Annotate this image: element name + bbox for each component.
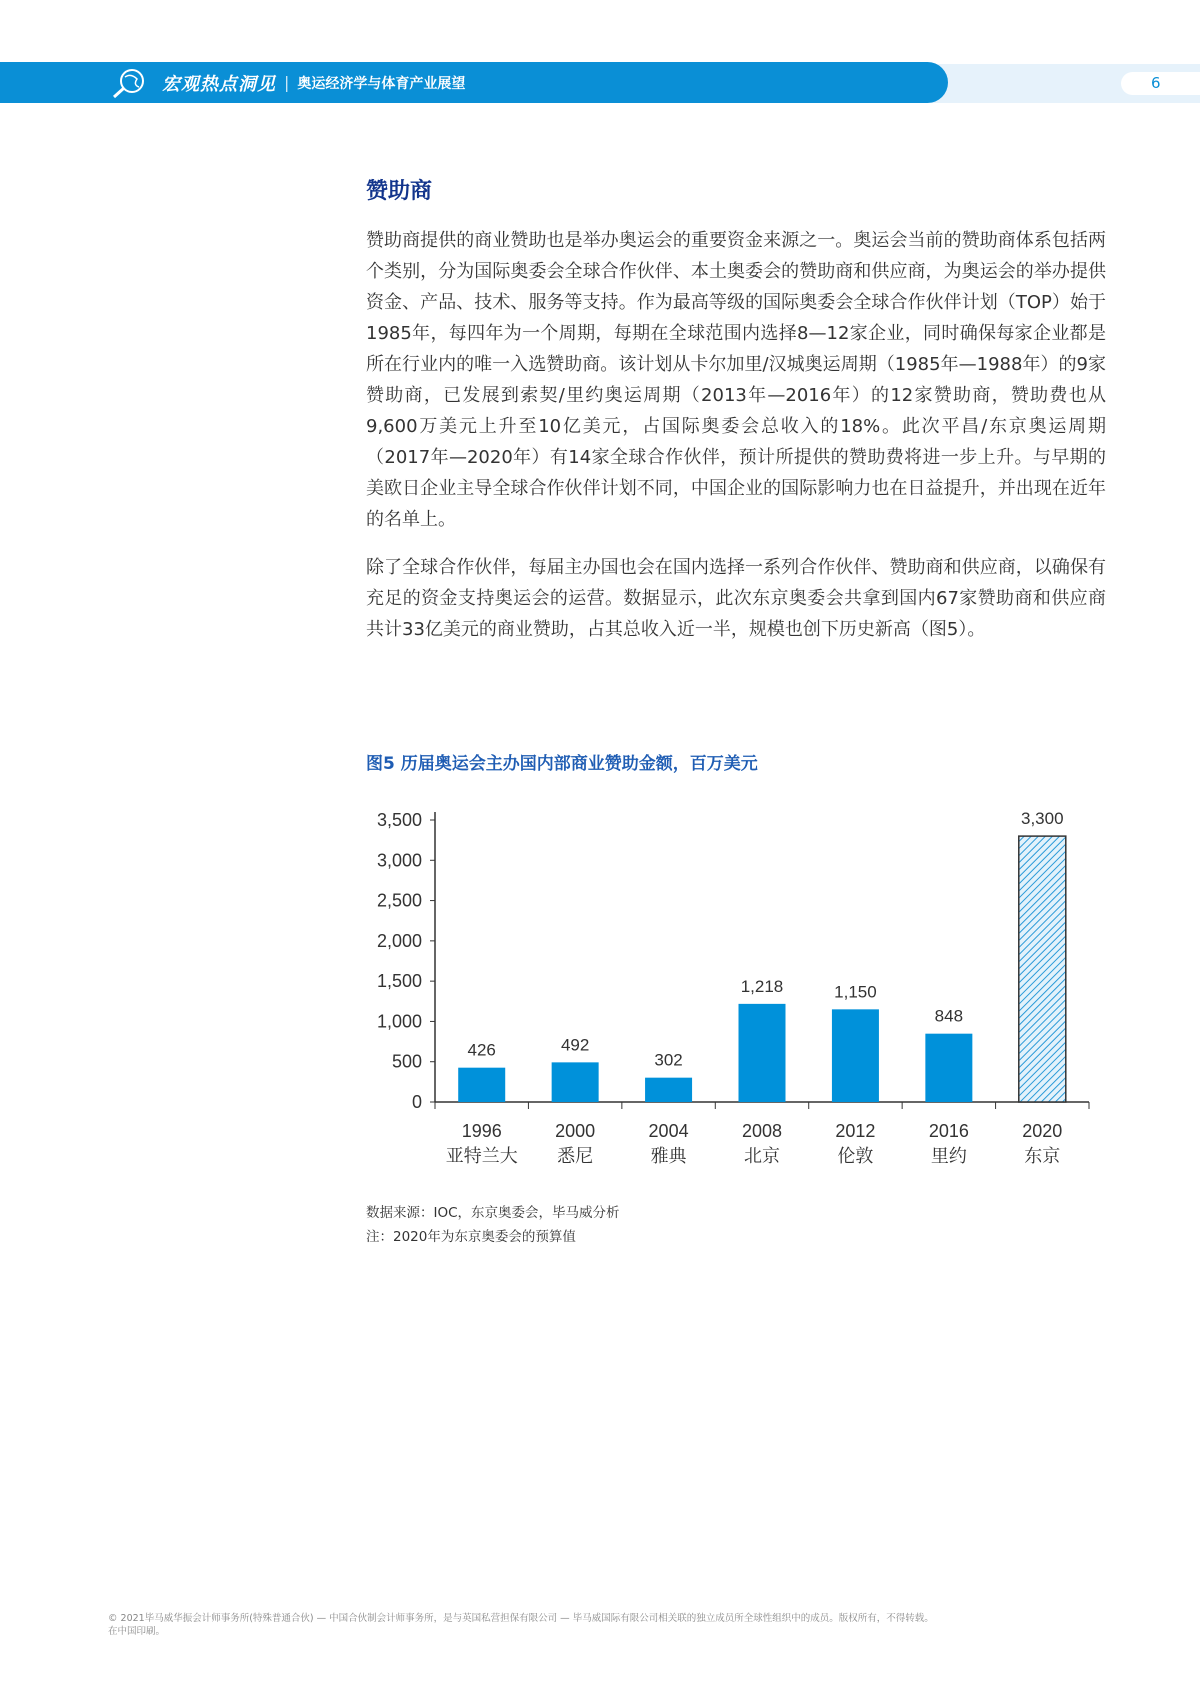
bar-2008	[739, 1004, 786, 1102]
chart-note: 注：2020年为东京奥委会的预算值	[366, 1229, 576, 1245]
x-tick-label: 2008	[741, 1121, 783, 1141]
paragraph: 赞助商提供的商业赞助也是举办奥运会的重要资金来源之一。奥运会当前的赞助商体系包括两个类别，分为国际奥委会全球合作伙伴、本土奥委会的赞助商和供应商，为奥运会的举办提供资金、产品、技术、服务等支持。作为最高等级的国际奥委会全球合作伙伴计划（TOP）始于1985年，每四年为一个周期，每期在全球范围内选择8—12家企业，同时确保每家企业都是所在行业内的唯一入选赞助商。该计划从卡尔加里/汉城奥运周期（1985年—1988年）的9家赞助商，已发展到索契/里约奥运周期（2013年—2016年）的12家赞助商，赞助费也从9,600万美元上升至10亿美元，占国际奥委会总收入的18%。此次平昌/东京奥运周期（2017年—2020年）有14家全球合作伙伴，预计所提供的赞助费将进一步上升。与早期的美欧日企业主导全球合作伙伴计划不同，中国企业的国际影响力也在日益提升，并出现在近年的名单上。	[366, 230, 1106, 530]
data-label: 426	[467, 1040, 496, 1060]
bar-2016	[925, 1034, 972, 1102]
y-tick-label: 500	[391, 1051, 422, 1072]
data-label: 1,150	[834, 982, 877, 1002]
x-tick-city: 东京	[1024, 1146, 1061, 1166]
x-tick-city: 里约	[930, 1146, 967, 1166]
x-tick-city: 北京	[744, 1146, 780, 1166]
report-subtitle: 奥运经济学与体育产业展望	[297, 75, 466, 92]
x-tick-city: 亚特兰大	[445, 1146, 518, 1166]
chart-source: 数据来源：IOC，东京奥委会，毕马威分析	[366, 1205, 620, 1221]
y-tick-label: 1,000	[376, 1011, 422, 1032]
footer-line: © 2021毕马威华振会计师事务所(特殊普通合伙) — 中国合伙制会计师事务所，是与英国私营担保有限公司 — 毕马威国际有限公司相关联的独立成员所全球性组织中的成员。版权所有，不得转载。	[108, 1613, 934, 1624]
bar-2004	[645, 1078, 692, 1102]
section-title: 赞助商	[366, 179, 433, 204]
copyright-footer	[108, 1612, 1068, 1638]
bar-2000	[552, 1062, 599, 1102]
data-label: 492	[560, 1035, 590, 1055]
y-tick-label: 3,500	[376, 810, 422, 830]
data-label: 1,218	[740, 976, 784, 996]
bar-1996	[458, 1068, 505, 1102]
page-number: 6	[1121, 72, 1200, 95]
chart-title: 图5 历届奥运会主办国内部商业赞助金额，百万美元	[366, 754, 758, 774]
x-tick-city: 伦敦	[837, 1146, 874, 1166]
paragraph: 除了全球合作伙伴，每届主办国也会在国内选择一系列合作伙伴、赞助商和供应商，以确保有充足的资金支持奥运会的运营。数据显示，此次东京奥委会共拿到国内67家赞助商和供应商共计33亿美元的商业赞助，占其总收入近一半，规模也创下历史新高（图5）。	[366, 557, 1106, 640]
x-tick-label: 1996	[461, 1121, 502, 1141]
bar-2012	[832, 1009, 879, 1102]
y-tick-label: 2,000	[376, 930, 422, 951]
data-label: 848	[934, 1006, 964, 1026]
data-label: 3,300	[1021, 809, 1064, 829]
data-label: 302	[654, 1050, 683, 1070]
x-tick-label: 2020	[1022, 1121, 1063, 1141]
x-tick-city: 雅典	[650, 1146, 687, 1166]
brand-name: 宏观热点洞见	[162, 73, 276, 95]
x-tick-label: 2012	[835, 1121, 876, 1141]
x-tick-label: 2000	[555, 1121, 596, 1141]
bar-2020	[1019, 836, 1066, 1102]
x-tick-city: 悉尼	[557, 1146, 594, 1166]
header-divider: |	[284, 73, 290, 92]
y-tick-label: 3,000	[376, 850, 422, 871]
y-tick-label: 2,500	[376, 890, 422, 911]
x-tick-label: 2004	[648, 1121, 689, 1141]
y-tick-label: 0	[411, 1092, 422, 1112]
y-tick-label: 1,500	[376, 971, 422, 992]
footer-line: 在中国印刷。	[108, 1626, 166, 1637]
x-tick-label: 2016	[928, 1121, 969, 1141]
